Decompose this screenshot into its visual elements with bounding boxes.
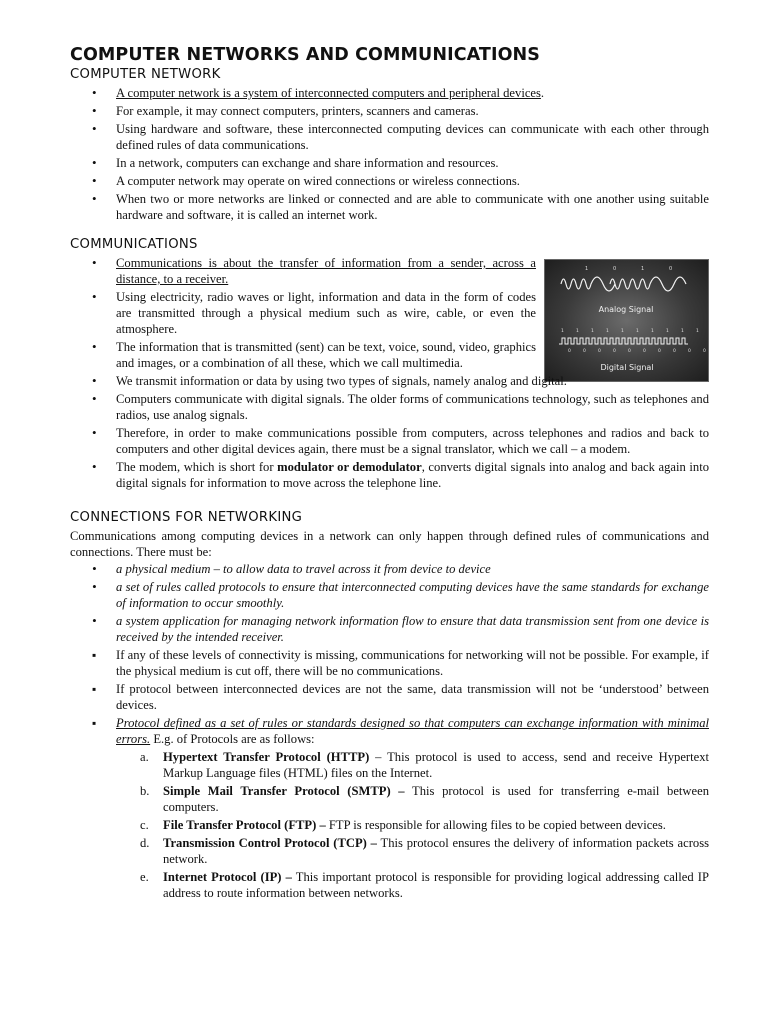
list-item: ▪ If protocol between interconnected devices are not the same, data transmission will not be ‘understood’ between devices. (70, 681, 709, 713)
protocol-definition: Protocol defined as a set of rules or standards designed so that computers can exchange information with minimal errors. (116, 716, 709, 746)
list-item: ▪ If any of these levels of connectivity is missing, communications for networking will not be possible. For example, if the physical medium is cut off, there will be no communications. (70, 647, 709, 679)
protocols-list (70, 749, 709, 901)
section-heading-computer-network: COMPUTER NETWORK (70, 67, 221, 82)
list-item: • Using electricity, radio waves or light, information and data in the form of codes are transmitted through a physical medium such as wire, cable, or even the atmosphere. (70, 289, 536, 337)
section-heading-connections: CONNECTIONS FOR NETWORKING (70, 510, 303, 525)
protocol-name: Simple Mail Transfer Protocol (SMTP) – (163, 784, 405, 798)
protocol-item: d. Transmission Control Protocol (TCP) – This protocol ensures the delivery of information packets across network. (140, 836, 709, 866)
digital-bit: 1 (591, 329, 594, 334)
analog-signal-label: Analog Signal (598, 305, 654, 314)
list-item: • In a network, computers can exchange and share information and resources. (70, 155, 709, 171)
page-title: COMPUTER NETWORKS AND COMMUNICATIONS (70, 45, 541, 65)
analog-bit: 0 (669, 266, 673, 272)
section-heading-communications: COMMUNICATIONS (70, 237, 198, 252)
list-item: • A computer network is a system of interconnected computers and peripheral devices. (70, 85, 709, 101)
protocol-name: Hypertext Transfer Protocol (HTTP) (163, 750, 370, 764)
digital-bit: 0 (583, 349, 586, 354)
list-item: • Computers communicate with digital signals. The older forms of communications technology, such as telephones and radios, use analog signals. (70, 391, 709, 423)
digital-bit: 1 (681, 329, 684, 334)
signal-figure (544, 259, 709, 382)
list-item: ▪ Protocol defined as a set of rules or standards designed so that computers can exchange information with minimal errors. E.g. of Protocols are as follows: (70, 715, 709, 747)
requirements-list (70, 561, 709, 645)
digital-bit: 0 (688, 349, 691, 354)
network-definition: A computer network is a system of interconnected computers and peripheral devices (116, 86, 541, 100)
communications-definition: Communications is about the transfer of information from a sender, across a distance, to a receiver. (116, 256, 536, 286)
protocol-name: Transmission Control Protocol (TCP) – (163, 836, 377, 850)
list-item: • a system application for managing network information flow to ensure that data transmission sent from one device is received by the intended receiver. (70, 613, 709, 645)
list-item (70, 255, 536, 287)
digital-bit: 1 (606, 329, 609, 334)
protocol-name: File Transfer Protocol (FTP) – (163, 818, 326, 832)
communications-block (70, 255, 709, 491)
digital-bit: 0 (673, 349, 676, 354)
list-item: • We transmit information or data by using two types of signals, namely analog and digital. (70, 373, 709, 389)
protocol-item: e. Internet Protocol (IP) – This important protocol is responsible for providing logical addressing called IP address to route information between networks. (140, 870, 709, 900)
connectivity-notes-list (70, 647, 709, 747)
digital-bit: 1 (576, 329, 579, 334)
digital-bit: 0 (568, 349, 571, 354)
protocol-item: a. Hypertext Transfer Protocol (HTTP) – This protocol is used to access, send and receive Hypertext Markup Language files (HTML) files on the Internet. (140, 750, 709, 780)
analog-waveform (561, 277, 686, 291)
protocol-item: b. Simple Mail Transfer Protocol (SMTP) – This protocol is used for transferring e-mail between computers. (140, 784, 709, 814)
digital-bit: 0 (613, 349, 616, 354)
signal-illustration (545, 260, 708, 381)
analog-bit: 1 (641, 266, 645, 272)
protocol-name: Internet Protocol (IP) – (163, 870, 292, 884)
list-item: • Therefore, in order to make communications possible from computers, across telephones and radios and back to computers and other digital devices again, there must be a signal translator, which we call – a modem. (70, 425, 709, 457)
digital-bit: 1 (561, 329, 564, 334)
digital-bit: 1 (696, 329, 699, 334)
analog-bit: 0 (613, 266, 617, 272)
list-item: • a set of rules called protocols to ensure that interconnected computing devices have the same standards for exchange of information to occur smoothly. (70, 579, 709, 611)
digital-bit: 1 (666, 329, 669, 334)
digital-bit: 0 (598, 349, 601, 354)
digital-bit: 1 (651, 329, 654, 334)
list-item: • Using hardware and software, these interconnected computing devices can communicate with each other through defined rules of data communications. (70, 121, 709, 153)
analog-bit: 1 (585, 266, 589, 272)
digital-bit: 0 (628, 349, 631, 354)
list-item: • The modem, which is short for modulator or demodulator, converts digital signals into analog and back again into digital signals for information to move across the telephone line. (70, 459, 709, 491)
digital-signal-label: Digital Signal (600, 363, 654, 372)
digital-bit: 1 (621, 329, 624, 334)
list-item: • The information that is transmitted (sent) can be text, voice, sound, video, graphics and images, or a combination of all these, which we call multimedia. (70, 339, 536, 371)
digital-waveform (559, 338, 688, 344)
modem-term: modulator or demodulator (277, 460, 422, 474)
digital-bit: 1 (636, 329, 639, 334)
connections-intro: Communications among computing devices in a network can only happen through defined rules of communications and connections. There must be: (70, 529, 709, 559)
list-item: • For example, it may connect computers, printers, scanners and cameras. (70, 103, 709, 119)
protocol-item: c. File Transfer Protocol (FTP) – FTP is responsible for allowing files to be copied between devices. (140, 818, 666, 832)
digital-bit: 0 (703, 349, 706, 354)
list-item: • a physical medium – to allow data to travel across it from device to device (70, 561, 709, 577)
list-item: • A computer network may operate on wired connections or wireless connections. (70, 173, 709, 189)
list-item: • When two or more networks are linked or connected and are able to communicate with one another using suitable hardware and software, it is called an internet work. (70, 191, 709, 223)
digital-bit: 0 (658, 349, 661, 354)
digital-bit: 0 (643, 349, 646, 354)
network-bullet-list (70, 85, 709, 223)
